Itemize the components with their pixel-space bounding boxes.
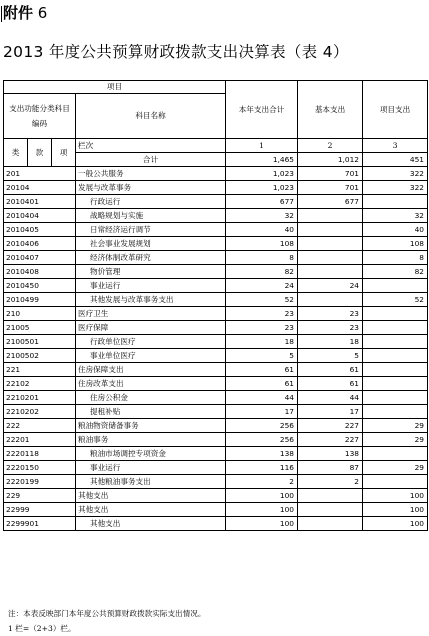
table-row <box>4 433 428 447</box>
table-row <box>4 195 428 209</box>
table-row <box>4 419 428 433</box>
row-basic: 87 <box>298 461 363 475</box>
row-code: 20104 <box>4 181 76 195</box>
table-body <box>4 81 428 531</box>
row-subject-name: 物价管理 <box>76 265 226 279</box>
row-subject-name: 粮油物资储备事务 <box>76 419 226 433</box>
table-row <box>4 405 428 419</box>
row-subject-name: 发展与改革事务 <box>76 181 226 195</box>
row-total: 100 <box>226 489 298 503</box>
table-row <box>4 293 428 307</box>
row-code: 22999 <box>4 503 76 517</box>
table-row <box>4 223 428 237</box>
row-project: 82 <box>363 265 428 279</box>
header-basic: 基本支出 <box>298 81 363 139</box>
row-project: 29 <box>363 461 428 475</box>
header-lanci: 栏次 <box>76 139 226 153</box>
row-project <box>363 335 428 349</box>
attachment-number: 6 <box>33 4 48 22</box>
row-code: 229 <box>4 489 76 503</box>
row-subject-name: 其他发展与改革事务支出 <box>76 293 226 307</box>
row-project <box>363 447 428 461</box>
table-row <box>4 251 428 265</box>
table-row <box>4 377 428 391</box>
attachment-word: 附件 <box>3 4 34 22</box>
table-row <box>4 447 428 461</box>
row-basic: 18 <box>298 335 363 349</box>
row-total: 1,023 <box>226 167 298 181</box>
row-total: 5 <box>226 349 298 363</box>
row-total: 61 <box>226 363 298 377</box>
row-basic: 701 <box>298 181 363 195</box>
row-subject-name: 粮油市场调控专项资金 <box>76 447 226 461</box>
row-code: 2220150 <box>4 461 76 475</box>
row-subject-name: 住房改革支出 <box>76 377 226 391</box>
header-lei: 类 <box>4 139 28 167</box>
row-subject-name: 其他支出 <box>76 489 226 503</box>
row-total: 24 <box>226 279 298 293</box>
row-subject-name: 行政单位医疗 <box>76 335 226 349</box>
row-total: 82 <box>226 265 298 279</box>
row-project <box>363 377 428 391</box>
row-total: 100 <box>226 503 298 517</box>
row-project <box>363 307 428 321</box>
row-basic: 227 <box>298 419 363 433</box>
row-subject-name: 其他支出 <box>76 503 226 517</box>
row-project: 8 <box>363 251 428 265</box>
row-project: 108 <box>363 237 428 251</box>
row-subject-name: 经济体制改革研究 <box>76 251 226 265</box>
row-subject-name: 住房保障支出 <box>76 363 226 377</box>
row-subject-name: 事业单位医疗 <box>76 349 226 363</box>
table-notes <box>8 606 205 635</box>
row-code: 2100501 <box>4 335 76 349</box>
row-total: 256 <box>226 433 298 447</box>
note-line-1: 注：本表反映部门本年度公共预算财政拨款实际支出情况。 <box>8 609 206 618</box>
table-row <box>4 307 428 321</box>
row-project: 100 <box>363 503 428 517</box>
row-project: 52 <box>363 293 428 307</box>
row-basic: 61 <box>298 363 363 377</box>
row-subject-name: 住房公积金 <box>76 391 226 405</box>
row-code: 2010499 <box>4 293 76 307</box>
header-row-project <box>4 81 428 94</box>
row-code: 2210202 <box>4 405 76 419</box>
row-basic: 138 <box>298 447 363 461</box>
row-basic <box>298 293 363 307</box>
row-code: 2010405 <box>4 223 76 237</box>
row-project <box>363 349 428 363</box>
row-total: 100 <box>226 517 298 531</box>
row-total: 44 <box>226 391 298 405</box>
row-subject-name: 日常经济运行调节 <box>76 223 226 237</box>
row-project: 322 <box>363 181 428 195</box>
row-basic <box>298 503 363 517</box>
row-code: 2010408 <box>4 265 76 279</box>
row-project: 29 <box>363 433 428 447</box>
row-code: 2010404 <box>4 209 76 223</box>
row-basic <box>298 517 363 531</box>
row-total: 32 <box>226 209 298 223</box>
row-project <box>363 321 428 335</box>
row-total: 17 <box>226 405 298 419</box>
row-total: 40 <box>226 223 298 237</box>
row-code: 2210201 <box>4 391 76 405</box>
row-basic: 701 <box>298 167 363 181</box>
row-total: 256 <box>226 419 298 433</box>
row-basic: 23 <box>298 321 363 335</box>
row-total: 138 <box>226 447 298 461</box>
row-code: 22201 <box>4 433 76 447</box>
row-project <box>363 405 428 419</box>
row-basic <box>298 209 363 223</box>
row-subject-name: 医疗保障 <box>76 321 226 335</box>
row-code: 2010406 <box>4 237 76 251</box>
header-index-2: 2 <box>298 139 363 153</box>
row-project: 100 <box>363 489 428 503</box>
row-basic: 24 <box>298 279 363 293</box>
row-code: 210 <box>4 307 76 321</box>
row-basic: 44 <box>298 391 363 405</box>
row-project <box>363 475 428 489</box>
table-row <box>4 503 428 517</box>
row-total: 18 <box>226 335 298 349</box>
row-project: 322 <box>363 167 428 181</box>
header-index-1: 1 <box>226 139 298 153</box>
row-code: 222 <box>4 419 76 433</box>
note-line-2: 1 栏=（2+3）栏。 <box>8 624 76 633</box>
table-row <box>4 363 428 377</box>
table-row <box>4 237 428 251</box>
table-row <box>4 265 428 279</box>
table-row <box>4 349 428 363</box>
row-subject-name: 事业运行 <box>76 279 226 293</box>
total-col-1: 1,465 <box>226 153 298 167</box>
table-row <box>4 209 428 223</box>
row-project: 29 <box>363 419 428 433</box>
table-row <box>4 489 428 503</box>
header-project-expense: 项目支出 <box>363 81 428 139</box>
table-row <box>4 321 428 335</box>
row-basic: 677 <box>298 195 363 209</box>
row-subject-name: 行政运行 <box>76 195 226 209</box>
table-row <box>4 279 428 293</box>
row-project <box>363 279 428 293</box>
table-row <box>4 475 428 489</box>
table-row <box>4 181 428 195</box>
row-code: 2010407 <box>4 251 76 265</box>
row-total: 2 <box>226 475 298 489</box>
row-total: 23 <box>226 307 298 321</box>
row-project <box>363 391 428 405</box>
row-code: 2010401 <box>4 195 76 209</box>
header-total: 本年支出合计 <box>226 81 298 139</box>
header-func-code: 支出功能分类科目编码 <box>4 94 76 139</box>
row-code: 201 <box>4 167 76 181</box>
row-total: 61 <box>226 377 298 391</box>
table-row <box>4 461 428 475</box>
row-total: 108 <box>226 237 298 251</box>
table-row <box>4 167 428 181</box>
row-total: 23 <box>226 321 298 335</box>
header-row-lei <box>4 139 428 153</box>
text-cursor <box>1 6 2 22</box>
row-code: 22102 <box>4 377 76 391</box>
row-basic: 2 <box>298 475 363 489</box>
row-subject-name: 提租补贴 <box>76 405 226 419</box>
row-basic <box>298 251 363 265</box>
row-code: 2220199 <box>4 475 76 489</box>
row-total: 116 <box>226 461 298 475</box>
row-subject-name: 医疗卫生 <box>76 307 226 321</box>
row-subject-name: 战略规划与实施 <box>76 209 226 223</box>
row-subject-name: 其他粮油事务支出 <box>76 475 226 489</box>
row-basic: 61 <box>298 377 363 391</box>
row-subject-name: 社会事业发展规划 <box>76 237 226 251</box>
row-basic: 227 <box>298 433 363 447</box>
row-project <box>363 195 428 209</box>
row-project: 100 <box>363 517 428 531</box>
document-title: 2013 年度公共预算财政拨款支出决算表（表 4） <box>3 43 349 61</box>
row-subject-name: 粮油事务 <box>76 433 226 447</box>
total-col-2: 1,012 <box>298 153 363 167</box>
budget-table <box>3 80 428 531</box>
table-row <box>4 391 428 405</box>
row-total: 1,023 <box>226 181 298 195</box>
row-basic <box>298 489 363 503</box>
header-index-3: 3 <box>363 139 428 153</box>
total-col-3: 451 <box>363 153 428 167</box>
header-kuan: 款 <box>28 139 52 167</box>
attachment-label <box>3 4 47 22</box>
row-total: 677 <box>226 195 298 209</box>
row-basic <box>298 237 363 251</box>
row-subject-name: 事业运行 <box>76 461 226 475</box>
row-basic <box>298 223 363 237</box>
table-row <box>4 335 428 349</box>
total-label: 合计 <box>76 153 226 167</box>
row-subject-name: 其他支出 <box>76 517 226 531</box>
header-subject-name: 科目名称 <box>76 94 226 139</box>
row-total: 52 <box>226 293 298 307</box>
table-row <box>4 517 428 531</box>
row-subject-name: 一般公共服务 <box>76 167 226 181</box>
row-basic: 5 <box>298 349 363 363</box>
row-code: 2100502 <box>4 349 76 363</box>
row-project: 40 <box>363 223 428 237</box>
header-project: 项目 <box>4 81 226 94</box>
row-code: 2220118 <box>4 447 76 461</box>
row-code: 221 <box>4 363 76 377</box>
row-basic: 17 <box>298 405 363 419</box>
header-xiang: 项 <box>52 139 76 167</box>
row-code: 21005 <box>4 321 76 335</box>
row-project: 32 <box>363 209 428 223</box>
row-code: 2299901 <box>4 517 76 531</box>
row-code: 2010450 <box>4 279 76 293</box>
row-total: 8 <box>226 251 298 265</box>
row-basic: 23 <box>298 307 363 321</box>
row-basic <box>298 265 363 279</box>
row-project <box>363 363 428 377</box>
